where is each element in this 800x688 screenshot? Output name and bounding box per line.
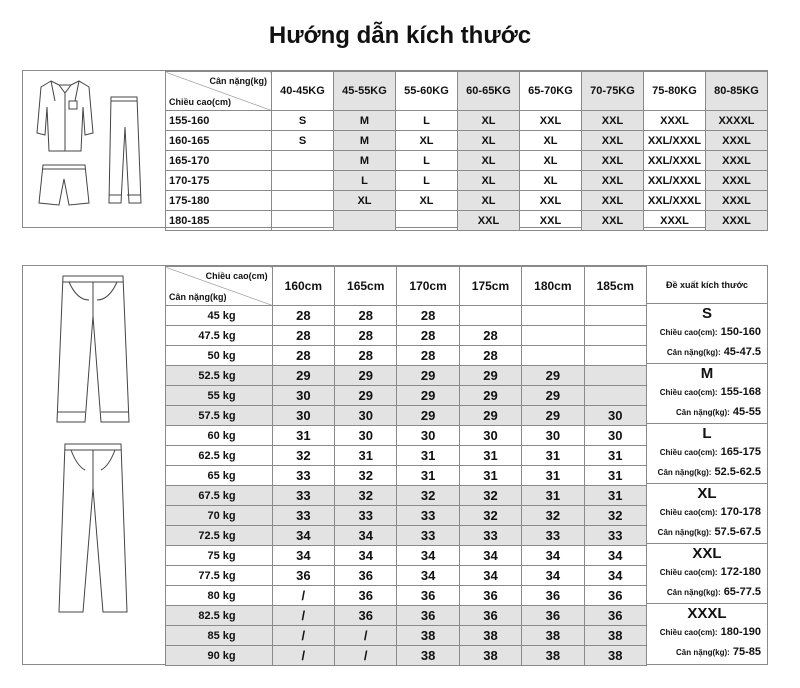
waist-size-cell: 31	[522, 486, 584, 506]
size-chart-weight-height	[22, 70, 768, 228]
row-weight-label: 62.5 kg	[166, 446, 273, 466]
size-cell: S	[272, 131, 334, 151]
size-cell: XL	[520, 151, 582, 171]
weight-value: 52.5-62.5	[714, 466, 761, 478]
waist-size-cell: /	[272, 626, 334, 646]
size-cell: XL	[520, 171, 582, 191]
shirt-pants-shorts-icon	[23, 71, 165, 227]
table-row	[166, 646, 647, 666]
waist-size-cell: 32	[272, 446, 334, 466]
recommended-height	[660, 566, 761, 578]
row-weight-label: 60 kg	[166, 426, 273, 446]
size-cell	[272, 191, 334, 211]
table-row	[166, 306, 647, 326]
table-header-row	[166, 267, 647, 306]
waist-size-cell: 28	[272, 326, 334, 346]
waist-size-cell: 30	[522, 426, 584, 446]
waist-size-cell: 32	[584, 506, 646, 526]
column-header: 65-70KG	[520, 72, 582, 111]
weight-label: Cân nặng(kg):	[666, 588, 721, 597]
waist-size-cell: 38	[584, 646, 646, 666]
recommended-size: XXXL	[687, 605, 727, 622]
waist-size-cell	[584, 306, 646, 326]
column-header: 70-75KG	[582, 72, 644, 111]
column-header: 55-60KG	[396, 72, 458, 111]
waist-size-cell: /	[272, 646, 334, 666]
size-cell: L	[396, 111, 458, 131]
table-row	[166, 346, 647, 366]
waist-size-cell: 28	[335, 306, 397, 326]
height-label: Chiều cao(cm):	[659, 568, 718, 577]
waist-size-cell: 34	[272, 526, 334, 546]
waist-size-cell: 30	[397, 426, 459, 446]
row-height-range: 155-160	[166, 111, 272, 131]
size-cell: XL	[458, 171, 520, 191]
waist-size-cell: 34	[335, 546, 397, 566]
waist-size-cell: 36	[272, 566, 334, 586]
waist-size-cell: 28	[272, 346, 334, 366]
table-row	[166, 606, 647, 626]
waist-size-cell	[459, 306, 521, 326]
waist-size-cell: 36	[459, 606, 521, 626]
waist-size-cell: 30	[584, 426, 646, 446]
recommended-size: M	[700, 365, 714, 382]
size-cell: XXXL	[644, 111, 706, 131]
waist-size-cell: 33	[335, 506, 397, 526]
waist-size-cell	[584, 326, 646, 346]
height-value: 150-160	[720, 326, 761, 338]
waist-size-cell	[584, 386, 646, 406]
table-row	[166, 111, 768, 131]
height-label: Chiều cao(cm):	[659, 448, 718, 457]
waist-size-cell: 38	[522, 646, 584, 666]
weight-label: Cân nặng(kg):	[666, 348, 721, 357]
waist-size-cell: 32	[522, 506, 584, 526]
weight-value: 57.5-67.5	[714, 526, 761, 538]
height-value: 165-175	[720, 446, 761, 458]
recommended-height	[660, 326, 761, 338]
size-cell: S	[272, 111, 334, 131]
row-height-range: 160-165	[166, 131, 272, 151]
size-cell	[272, 151, 334, 171]
waist-size-cell: 31	[584, 466, 646, 486]
waist-size-cell: 29	[459, 366, 521, 386]
size-cell: XL	[458, 151, 520, 171]
table-row	[166, 566, 647, 586]
waist-size-cell: 29	[522, 366, 584, 386]
waist-size-cell: 29	[335, 386, 397, 406]
waist-size-cell: 28	[459, 326, 521, 346]
weight-value: 45-47.5	[723, 346, 761, 358]
row-weight-label: 67.5 kg	[166, 486, 273, 506]
recommendation-block	[647, 364, 767, 424]
waist-size-cell: 29	[459, 386, 521, 406]
table-row	[166, 586, 647, 606]
height-label: Chiều cao(cm):	[659, 388, 718, 397]
waist-size-cell: 38	[459, 646, 521, 666]
recommended-size: L	[702, 425, 712, 442]
size-cell	[272, 211, 334, 231]
corner-weight-label: Cân nặng(kg)	[209, 76, 267, 86]
table-row	[166, 486, 647, 506]
waist-size-cell: 30	[272, 406, 334, 426]
size-recommendation-panel	[647, 266, 767, 664]
waist-size-cell: 32	[397, 486, 459, 506]
recommended-size: S	[701, 305, 712, 322]
column-header: 60-65KG	[458, 72, 520, 111]
pants-icon	[23, 266, 165, 664]
size-cell	[272, 171, 334, 191]
table-header-row	[166, 72, 768, 111]
waist-size-cell: 34	[522, 566, 584, 586]
size-table-1	[165, 71, 768, 231]
recommended-height	[660, 626, 761, 638]
waist-size-cell: 34	[459, 546, 521, 566]
size-cell	[334, 211, 396, 231]
recommended-weight	[676, 646, 761, 658]
size-cell	[396, 211, 458, 231]
waist-size-cell: 28	[272, 306, 334, 326]
size-cell: XXXL	[706, 131, 768, 151]
row-height-range: 170-175	[166, 171, 272, 191]
waist-size-cell: 36	[584, 606, 646, 626]
height-value: 155-168	[720, 386, 761, 398]
waist-size-cell: 30	[584, 406, 646, 426]
waist-size-cell: 31	[584, 446, 646, 466]
table-row	[166, 326, 647, 346]
weight-label: Cân nặng(kg):	[657, 528, 712, 537]
size-cell: XXL/XXXL	[644, 151, 706, 171]
waist-size-cell: /	[272, 606, 334, 626]
row-weight-label: 82.5 kg	[166, 606, 273, 626]
row-weight-label: 90 kg	[166, 646, 273, 666]
row-weight-label: 50 kg	[166, 346, 273, 366]
waist-size-cell: 34	[522, 546, 584, 566]
size-cell: L	[396, 171, 458, 191]
waist-size-cell: 33	[522, 526, 584, 546]
column-header: 185cm	[584, 267, 646, 306]
waist-size-cell: 34	[272, 546, 334, 566]
row-weight-label: 75 kg	[166, 546, 273, 566]
waist-size-cell: 30	[459, 426, 521, 446]
weight-label: Cân nặng(kg):	[657, 468, 712, 477]
waist-size-cell: 36	[584, 586, 646, 606]
column-header: 75-80KG	[644, 72, 706, 111]
recommendation-block	[647, 544, 767, 604]
size-cell: XXL	[582, 131, 644, 151]
waist-size-cell: 28	[397, 326, 459, 346]
recommendation-block	[647, 304, 767, 364]
recommended-weight	[667, 586, 761, 598]
waist-size-cell: 31	[522, 466, 584, 486]
waist-size-cell: 34	[584, 546, 646, 566]
table-row	[166, 406, 647, 426]
size-cell: XXL	[582, 151, 644, 171]
recommendation-header: Đề xuất kích thước	[647, 266, 767, 304]
waist-size-cell	[584, 346, 646, 366]
waist-size-cell: 32	[335, 466, 397, 486]
waist-size-cell: 28	[397, 306, 459, 326]
table-row	[166, 546, 647, 566]
table-row	[166, 526, 647, 546]
waist-size-cell: 38	[397, 646, 459, 666]
size-cell: XXL/XXXL	[644, 171, 706, 191]
row-weight-label: 85 kg	[166, 626, 273, 646]
waist-size-cell: 36	[397, 586, 459, 606]
table-row	[166, 426, 647, 446]
table-row	[166, 131, 768, 151]
size-cell: XXL	[520, 111, 582, 131]
waist-size-cell: 33	[459, 526, 521, 546]
waist-size-cell: 36	[459, 586, 521, 606]
waist-size-cell	[584, 366, 646, 386]
size-cell: L	[396, 151, 458, 171]
table-corner-cell	[166, 267, 273, 306]
size-cell: XXXL	[644, 211, 706, 231]
column-header: 45-55KG	[334, 72, 396, 111]
size-cell: XL	[334, 191, 396, 211]
size-cell: XXXL	[706, 191, 768, 211]
waist-size-cell: 28	[335, 346, 397, 366]
waist-size-cell: 33	[397, 526, 459, 546]
table-row	[166, 386, 647, 406]
row-weight-label: 45 kg	[166, 306, 273, 326]
waist-size-cell: 29	[459, 406, 521, 426]
waist-size-cell: 29	[397, 406, 459, 426]
row-height-range: 165-170	[166, 151, 272, 171]
size-cell: XL	[458, 131, 520, 151]
weight-value: 65-77.5	[723, 586, 761, 598]
recommended-size: XL	[697, 485, 717, 502]
corner-height-label: Chiều cao(cm)	[169, 97, 232, 107]
column-header: 40-45KG	[272, 72, 334, 111]
waist-size-cell: 34	[397, 546, 459, 566]
waist-size-cell: 30	[335, 406, 397, 426]
table-row	[166, 211, 768, 231]
waist-size-cell: 29	[522, 386, 584, 406]
waist-size-cell: 32	[459, 506, 521, 526]
row-weight-label: 65 kg	[166, 466, 273, 486]
corner-height-label: Chiều cao(cm)	[205, 271, 268, 281]
waist-size-cell: 36	[522, 606, 584, 626]
waist-size-cell: /	[272, 586, 334, 606]
waist-size-cell: 34	[397, 566, 459, 586]
waist-size-cell	[522, 346, 584, 366]
waist-size-cell: 36	[522, 586, 584, 606]
size-cell: XXL	[458, 211, 520, 231]
weight-value: 45-55	[732, 406, 761, 418]
height-label: Chiều cao(cm):	[659, 508, 718, 517]
recommendation-block	[647, 604, 767, 663]
column-header: 165cm	[335, 267, 397, 306]
waist-size-cell: 28	[335, 326, 397, 346]
waist-size-cell: 30	[272, 386, 334, 406]
waist-size-cell: 34	[335, 526, 397, 546]
waist-size-cell: 38	[584, 626, 646, 646]
column-header: 80-85KG	[706, 72, 768, 111]
waist-size-cell: 33	[272, 466, 334, 486]
waist-size-cell	[522, 306, 584, 326]
recommended-height	[660, 506, 761, 518]
recommendation-block	[647, 424, 767, 484]
weight-label: Cân nặng(kg):	[676, 648, 730, 657]
height-label: Chiều cao(cm):	[659, 628, 718, 637]
waist-size-cell: 33	[272, 506, 334, 526]
height-value: 180-190	[720, 626, 761, 638]
waist-size-cell: 30	[335, 426, 397, 446]
table-row	[166, 151, 768, 171]
table-row	[166, 466, 647, 486]
recommended-height	[660, 386, 761, 398]
waist-size-cell: 33	[584, 526, 646, 546]
row-height-range: 180-185	[166, 211, 272, 231]
table-row	[166, 171, 768, 191]
size-cell: XXL	[582, 171, 644, 191]
row-weight-label: 70 kg	[166, 506, 273, 526]
column-header: 160cm	[272, 267, 334, 306]
waist-size-cell: 29	[397, 366, 459, 386]
waist-size-cell: 32	[335, 486, 397, 506]
row-weight-label: 52.5 kg	[166, 366, 273, 386]
size-cell: XXL	[520, 211, 582, 231]
waist-size-cell: 31	[584, 486, 646, 506]
row-weight-label: 47.5 kg	[166, 326, 273, 346]
waist-size-cell: 28	[397, 346, 459, 366]
table-corner-cell	[166, 72, 272, 111]
clothing-illustration-cell	[23, 71, 166, 227]
column-header: 175cm	[459, 267, 521, 306]
waist-size-cell: 34	[459, 566, 521, 586]
recommended-weight	[658, 526, 761, 538]
recommended-weight	[667, 346, 761, 358]
pants-size-chart	[22, 265, 768, 665]
waist-size-cell: 33	[272, 486, 334, 506]
waist-size-cell: 31	[335, 446, 397, 466]
weight-label: Cân nặng(kg):	[676, 408, 730, 417]
waist-size-cell: 31	[522, 446, 584, 466]
height-value: 172-180	[720, 566, 761, 578]
waist-size-cell: 38	[522, 626, 584, 646]
size-cell: XL	[396, 131, 458, 151]
size-cell: M	[334, 111, 396, 131]
size-cell: XL	[458, 191, 520, 211]
waist-size-cell: 36	[335, 606, 397, 626]
size-table-2	[165, 266, 647, 666]
row-height-range: 175-180	[166, 191, 272, 211]
table-row	[166, 626, 647, 646]
column-header: 170cm	[397, 267, 459, 306]
waist-size-cell: 36	[335, 586, 397, 606]
recommended-weight	[676, 406, 761, 418]
waist-size-cell: 28	[459, 346, 521, 366]
size-cell: XL	[520, 131, 582, 151]
waist-size-cell: 31	[459, 446, 521, 466]
size-cell: XXL/XXXL	[644, 131, 706, 151]
size-cell: M	[334, 131, 396, 151]
table-row	[166, 191, 768, 211]
waist-size-cell: 38	[459, 626, 521, 646]
row-weight-label: 72.5 kg	[166, 526, 273, 546]
height-label: Chiều cao(cm):	[659, 328, 718, 337]
size-cell: XXXXL	[706, 111, 768, 131]
size-cell: XXL/XXXL	[644, 191, 706, 211]
pants-illustration-cell	[23, 266, 166, 664]
waist-size-cell: 29	[522, 406, 584, 426]
size-cell: XL	[458, 111, 520, 131]
waist-size-cell: 31	[397, 446, 459, 466]
recommended-height	[660, 446, 761, 458]
size-cell: XXXL	[706, 171, 768, 191]
size-cell: XXL	[520, 191, 582, 211]
waist-size-cell: 33	[397, 506, 459, 526]
waist-size-cell: 31	[459, 466, 521, 486]
size-cell: M	[334, 151, 396, 171]
weight-value: 75-85	[732, 646, 761, 658]
waist-size-cell: 38	[397, 626, 459, 646]
row-weight-label: 55 kg	[166, 386, 273, 406]
table-row	[166, 506, 647, 526]
size-cell: XXXL	[706, 211, 768, 231]
row-weight-label: 77.5 kg	[166, 566, 273, 586]
waist-size-cell: 31	[397, 466, 459, 486]
size-cell: XXL	[582, 191, 644, 211]
table-row	[166, 446, 647, 466]
row-weight-label: 57.5 kg	[166, 406, 273, 426]
table-row	[166, 366, 647, 386]
waist-size-cell: 29	[272, 366, 334, 386]
height-value: 170-178	[720, 506, 761, 518]
waist-size-cell: /	[335, 626, 397, 646]
waist-size-cell: 36	[397, 606, 459, 626]
waist-size-cell: 36	[335, 566, 397, 586]
recommended-weight	[658, 466, 761, 478]
waist-size-cell: 29	[397, 386, 459, 406]
waist-size-cell: 31	[272, 426, 334, 446]
page-title: Hướng dẫn kích thước	[268, 22, 532, 49]
recommended-size: XXL	[692, 545, 722, 562]
column-header: 180cm	[522, 267, 584, 306]
size-cell: XXL	[582, 211, 644, 231]
waist-size-cell: 29	[335, 366, 397, 386]
row-weight-label: 80 kg	[166, 586, 273, 606]
corner-weight-label: Cân nặng(kg)	[169, 292, 227, 302]
waist-size-cell: /	[335, 646, 397, 666]
waist-size-cell: 34	[584, 566, 646, 586]
size-cell: XXXL	[706, 151, 768, 171]
waist-size-cell	[522, 326, 584, 346]
size-cell: L	[334, 171, 396, 191]
size-cell: XXL	[582, 111, 644, 131]
waist-size-cell: 32	[459, 486, 521, 506]
size-cell: XL	[396, 191, 458, 211]
recommendation-block	[647, 484, 767, 544]
